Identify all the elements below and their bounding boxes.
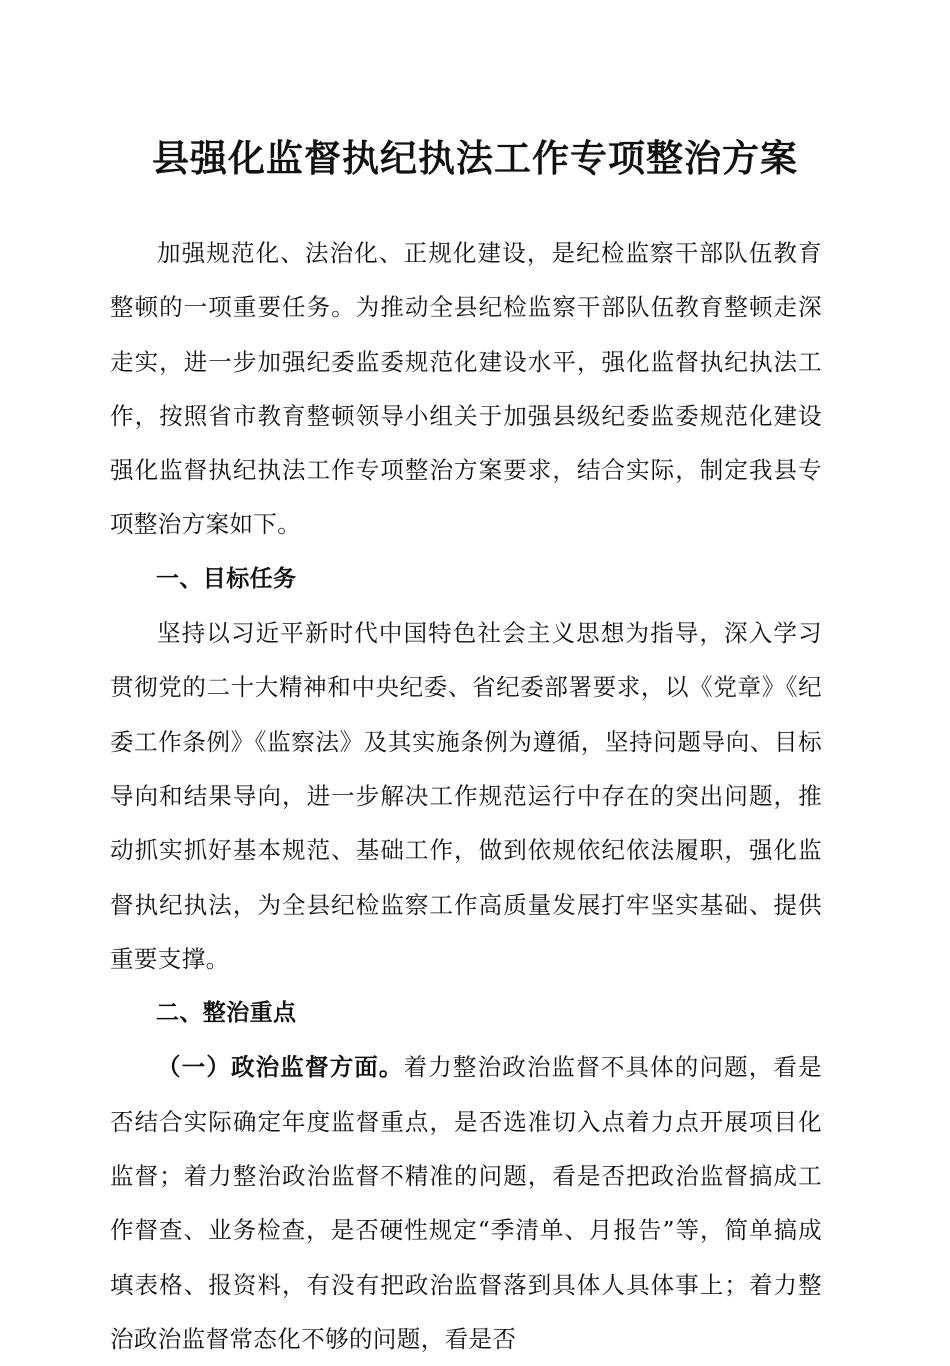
document-title: 县强化监督执纪执法工作专项整治方案 <box>152 136 798 180</box>
section-heading-goals: 一、目标任务 <box>156 565 297 592</box>
document-body <box>110 226 822 1366</box>
section-heading-focus: 二、整治重点 <box>156 1000 297 1027</box>
section-paragraph-goals: 坚持以习近平新时代中国特色社会主义思想为指导，深入学习贯彻党的二十大精神和中央纪委、省纪委部署要求，以《党章》《纪委工作条例》《监察法》及其实施条例为遵循，坚持问题导向、目标导向和结果导向，进一步解决工作规范运行中存在的突出问题，推动抓实抓好基本规范、基础工作，做到依规依纪依法履职，强化监督执纪执法，为全县纪检监察工作高质量发展打牢坚实基础、提供重要支撑。 <box>110 619 822 973</box>
subsection-paragraph-political-supervision <box>110 1040 822 1366</box>
subsection-lead: （一）政治监督方面。 <box>157 1053 404 1082</box>
subsection-text: 着力整治政治监督不具体的问题，看是否结合实际确定年度监督重点，是否选准切入点着力点开展项目化监督；着力整治政治监督不精准的问题，看是否把政治监督搞成工作督查、业务检查，是否硬性规定“季清单、月报告”等，简单搞成填表格、报资料，有没有把政治监督落到具体人具体事上；着力整治政治监督常态化不够的问题，看是否 <box>110 1053 822 1353</box>
intro-paragraph: 加强规范化、法治化、正规化建设，是纪检监察干部队伍教育整顿的一项重要任务。为推动全县纪检监察干部队伍教育整顿走深走实，进一步加强纪委监委规范化建设水平，强化监督执纪执法工作，按照省市教育整顿领导小组关于加强县级纪委监委规范化建设强化监督执纪执法工作专项整治方案要求，结合实际，制定我县专项整治方案如下。 <box>110 239 822 539</box>
